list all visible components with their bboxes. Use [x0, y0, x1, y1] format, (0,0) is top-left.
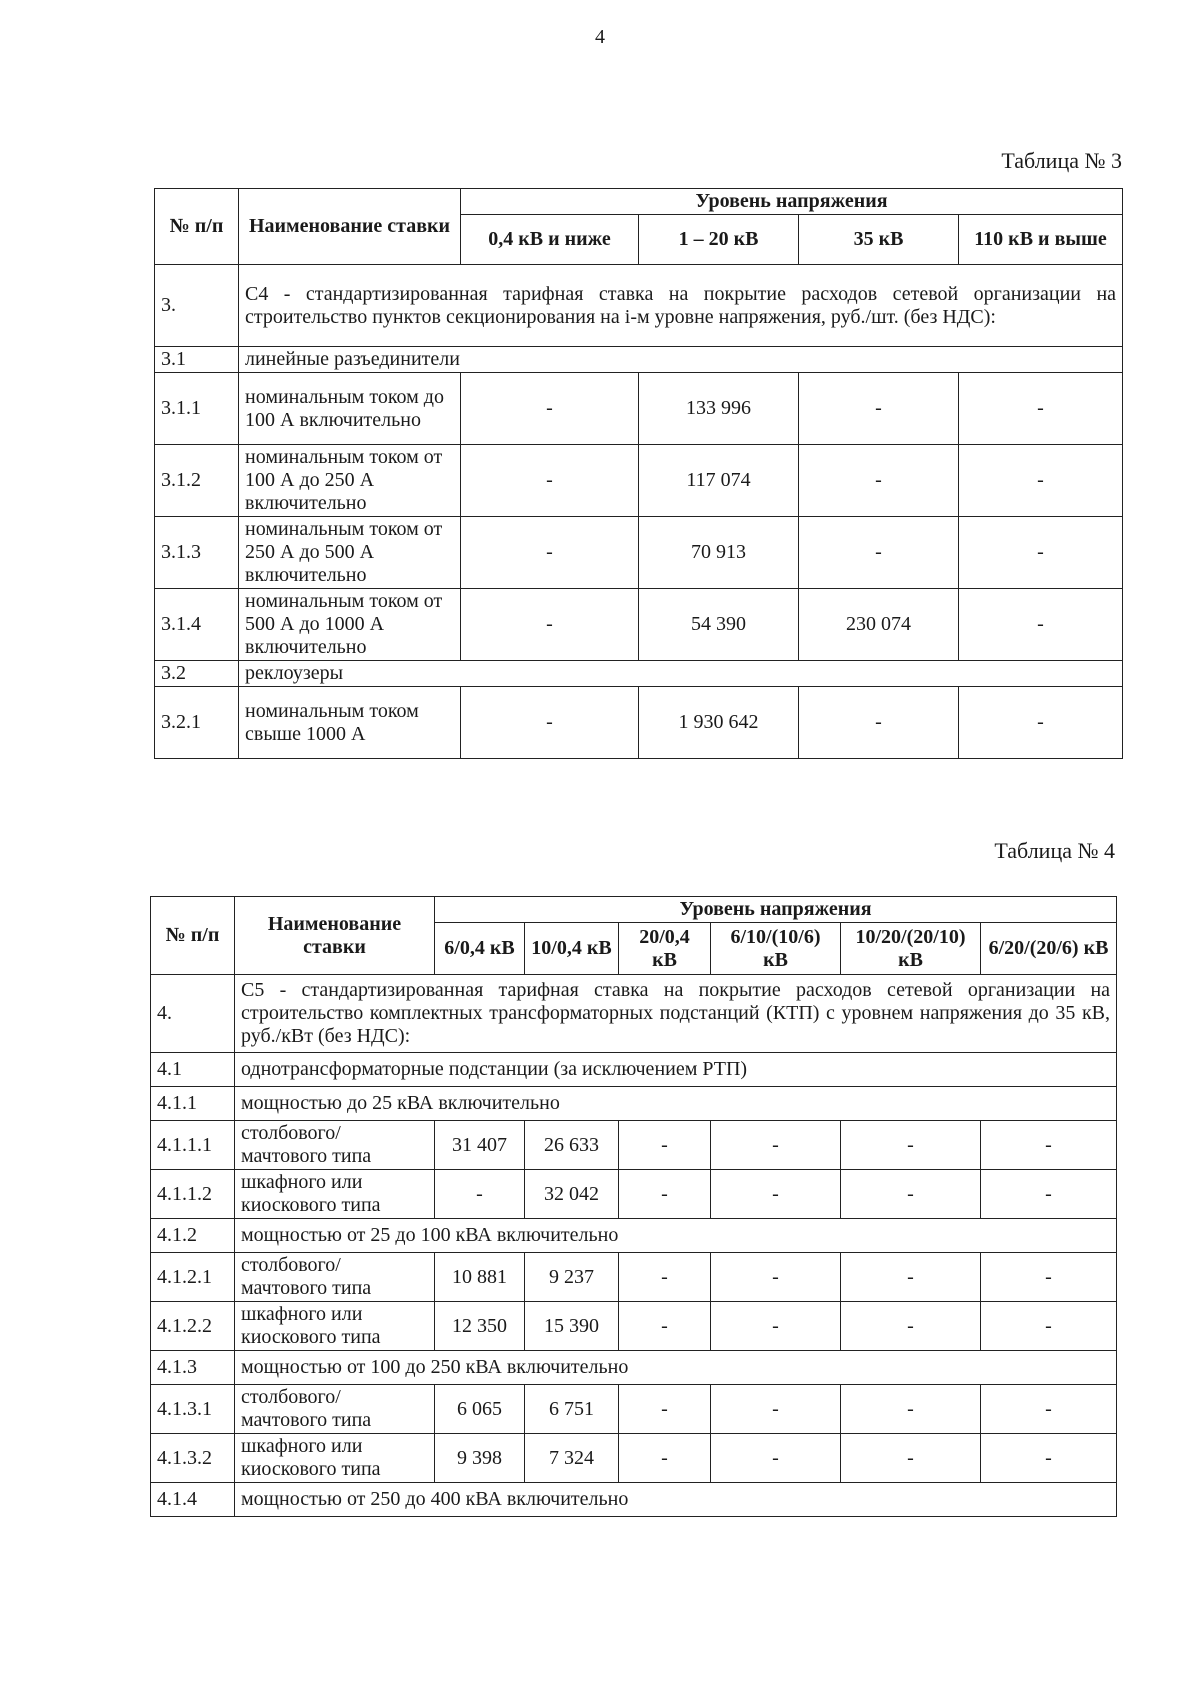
table-3-header-level: 0,4 кВ и ниже — [461, 215, 639, 265]
row-number: 4.1.2 — [151, 1219, 235, 1253]
table-row — [151, 975, 1117, 1053]
row-number: 3.1 — [155, 347, 239, 373]
row-number: 4.1.2.2 — [151, 1302, 235, 1351]
table-4-header-level: 6/0,4 кВ — [435, 923, 525, 975]
row-number: 4.1.2.1 — [151, 1253, 235, 1302]
rate-name: номинальным током до 100 А включительно — [239, 373, 461, 445]
table-4-header-level: 20/0,4 кВ — [619, 923, 711, 975]
table-3-caption: Таблица № 3 — [1001, 148, 1122, 173]
section-description: С5 - стандартизированная тарифная ставка на покрытие расходов сетевой организации на строительство комплектных трансформаторных подстанций (КТП) с уровнем напряжения до 35 кВ, руб./кВт (без НДС): — [235, 975, 1117, 1053]
rate-name: номинальным током свыше 1000 А — [239, 687, 461, 759]
row-number: 3.1.2 — [155, 445, 239, 517]
rate-name: шкафного или киоскового типа — [235, 1302, 435, 1351]
rate-value: - — [619, 1434, 711, 1483]
group-label: мощностью до 25 кВА включительно — [235, 1087, 1117, 1121]
group-row — [151, 1053, 1117, 1087]
table-row — [151, 1121, 1117, 1170]
table-4-header-level: 10/0,4 кВ — [525, 923, 619, 975]
rate-value: - — [619, 1253, 711, 1302]
table-4-header-level: 10/20/(20/10) кВ — [841, 923, 981, 975]
rate-name: столбового/ мачтового типа — [235, 1385, 435, 1434]
rate-value: - — [799, 445, 959, 517]
rate-value: 6 065 — [435, 1385, 525, 1434]
rate-value: - — [619, 1170, 711, 1219]
table-3-header-level: 110 кВ и выше — [959, 215, 1123, 265]
group-row — [151, 1219, 1117, 1253]
section-description: С4 - стандартизированная тарифная ставка на покрытие расходов сетевой организации на строительство пунктов секционирования на i-м уровне напряжения, руб./шт. (без НДС): — [239, 265, 1123, 347]
row-number: 4.1.3.2 — [151, 1434, 235, 1483]
row-number: 3.1.1 — [155, 373, 239, 445]
rate-value: - — [711, 1253, 841, 1302]
rate-value: 230 074 — [799, 589, 959, 661]
rate-value: - — [981, 1170, 1117, 1219]
table-4-header-voltage-group: Уровень напряжения — [435, 897, 1117, 923]
row-number: 3.1.4 — [155, 589, 239, 661]
rate-value: 15 390 — [525, 1302, 619, 1351]
rate-value: - — [981, 1434, 1117, 1483]
rate-value: - — [981, 1121, 1117, 1170]
rate-value: - — [799, 373, 959, 445]
rate-value: - — [461, 373, 639, 445]
table-4-header-level: 6/20/(20/6) кВ — [981, 923, 1117, 975]
rate-value: - — [981, 1385, 1117, 1434]
table-row — [151, 1302, 1117, 1351]
rate-value: - — [841, 1385, 981, 1434]
group-row — [155, 347, 1123, 373]
table-3-header-num: № п/п — [155, 189, 239, 265]
table-row — [155, 517, 1123, 589]
table-row — [151, 1253, 1117, 1302]
rate-value: - — [435, 1170, 525, 1219]
rate-value: 31 407 — [435, 1121, 525, 1170]
rate-value: - — [461, 589, 639, 661]
rate-value: 10 881 — [435, 1253, 525, 1302]
table-row — [155, 687, 1123, 759]
rate-value: - — [981, 1302, 1117, 1351]
table-row — [151, 1434, 1117, 1483]
rate-value: - — [799, 687, 959, 759]
rate-value: - — [841, 1434, 981, 1483]
rate-value: - — [461, 517, 639, 589]
row-number: 3.2 — [155, 661, 239, 687]
rate-value: - — [959, 589, 1123, 661]
rate-value: - — [619, 1302, 711, 1351]
table-row — [155, 589, 1123, 661]
table-row — [151, 1385, 1117, 1434]
table-3-header-name: Наименование ставки — [239, 189, 461, 265]
row-number: 4.1.3.1 — [151, 1385, 235, 1434]
row-number: 4.1.1.1 — [151, 1121, 235, 1170]
rate-value: - — [619, 1385, 711, 1434]
table-3 — [154, 188, 1123, 759]
rate-value: 70 913 — [639, 517, 799, 589]
rate-value: - — [841, 1302, 981, 1351]
table-3-header-level: 1 – 20 кВ — [639, 215, 799, 265]
rate-value: - — [959, 373, 1123, 445]
section-number: 3. — [155, 265, 239, 347]
rate-value: - — [461, 687, 639, 759]
group-label: реклоузеры — [239, 661, 1123, 687]
group-row — [155, 661, 1123, 687]
rate-name: номинальным током от 250 А до 500 А включительно — [239, 517, 461, 589]
rate-name: номинальным током от 100 А до 250 А включительно — [239, 445, 461, 517]
rate-value: - — [841, 1253, 981, 1302]
rate-value: 9 398 — [435, 1434, 525, 1483]
group-label: мощностью от 100 до 250 кВА включительно — [235, 1351, 1117, 1385]
rate-value: 26 633 — [525, 1121, 619, 1170]
rate-value: - — [711, 1385, 841, 1434]
rate-value: 6 751 — [525, 1385, 619, 1434]
rate-name: номинальным током от 500 А до 1000 А включительно — [239, 589, 461, 661]
rate-value: - — [461, 445, 639, 517]
table-4-caption: Таблица № 4 — [994, 838, 1115, 863]
rate-name: шкафного или киоскового типа — [235, 1170, 435, 1219]
table-row — [151, 1170, 1117, 1219]
rate-value: - — [619, 1121, 711, 1170]
rate-value: - — [959, 517, 1123, 589]
table-row — [155, 265, 1123, 347]
table-4-header-name: Наименование ставки — [235, 897, 435, 975]
row-number: 3.1.3 — [155, 517, 239, 589]
rate-value: 12 350 — [435, 1302, 525, 1351]
row-number: 3.2.1 — [155, 687, 239, 759]
rate-value: - — [711, 1302, 841, 1351]
rate-name: шкафного или киоскового типа — [235, 1434, 435, 1483]
rate-value: - — [981, 1253, 1117, 1302]
table-4-header-num: № п/п — [151, 897, 235, 975]
group-label: мощностью от 250 до 400 кВА включительно — [235, 1483, 1117, 1517]
rate-value: - — [711, 1170, 841, 1219]
group-label: однотрансформаторные подстанции (за исключением РТП) — [235, 1053, 1117, 1087]
rate-name: столбового/ мачтового типа — [235, 1121, 435, 1170]
page-number: 4 — [595, 26, 605, 48]
rate-value: - — [711, 1121, 841, 1170]
rate-value: 1 930 642 — [639, 687, 799, 759]
group-label: линейные разъединители — [239, 347, 1123, 373]
table-4 — [150, 896, 1117, 1517]
rate-value: 54 390 — [639, 589, 799, 661]
table-row — [155, 445, 1123, 517]
rate-value: - — [959, 445, 1123, 517]
table-row — [155, 373, 1123, 445]
row-number: 4.1.1 — [151, 1087, 235, 1121]
rate-value: - — [841, 1121, 981, 1170]
rate-value: 9 237 — [525, 1253, 619, 1302]
rate-value: - — [799, 517, 959, 589]
row-number: 4.1.4 — [151, 1483, 235, 1517]
section-number: 4. — [151, 975, 235, 1053]
rate-value: 32 042 — [525, 1170, 619, 1219]
rate-value: 117 074 — [639, 445, 799, 517]
rate-value: 7 324 — [525, 1434, 619, 1483]
rate-value: 133 996 — [639, 373, 799, 445]
rate-name: столбового/ мачтового типа — [235, 1253, 435, 1302]
rate-value: - — [959, 687, 1123, 759]
group-row — [151, 1483, 1117, 1517]
group-row — [151, 1351, 1117, 1385]
rate-value: - — [841, 1170, 981, 1219]
group-row — [151, 1087, 1117, 1121]
row-number: 4.1.1.2 — [151, 1170, 235, 1219]
row-number: 4.1 — [151, 1053, 235, 1087]
table-3-header-level: 35 кВ — [799, 215, 959, 265]
row-number: 4.1.3 — [151, 1351, 235, 1385]
rate-value: - — [711, 1434, 841, 1483]
table-4-header-level: 6/10/(10/6) кВ — [711, 923, 841, 975]
group-label: мощностью от 25 до 100 кВА включительно — [235, 1219, 1117, 1253]
table-3-header-voltage-group: Уровень напряжения — [461, 189, 1123, 215]
